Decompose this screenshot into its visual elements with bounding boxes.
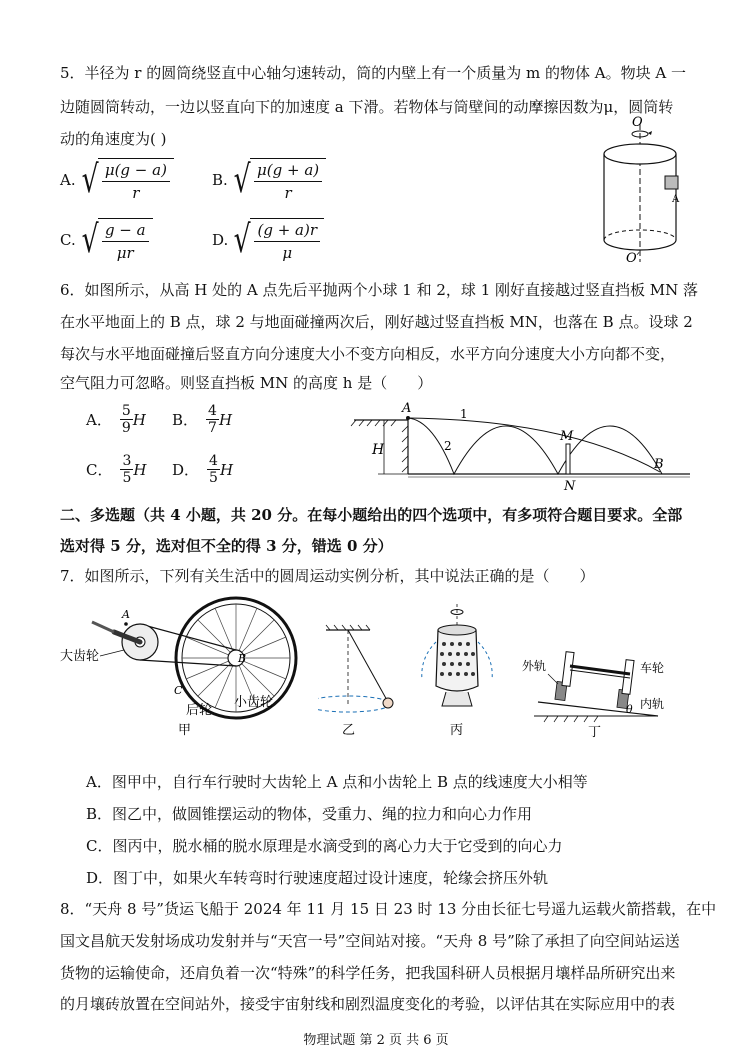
q6-option-d: D． 4 5 H (172, 453, 234, 486)
fig-label-a: A (402, 401, 412, 416)
fig-label-m: M (560, 429, 574, 444)
q5-option-b (212, 158, 326, 202)
q7-figure-jia (58, 596, 318, 738)
q7-option-c: C．图丙中，脱水桶的脱水原理是水滴受到的离心力大于它受到的向心力 (86, 837, 563, 855)
fig-caption-yi: 乙 (342, 723, 356, 738)
q5-option-c-numerator: g − a (102, 221, 149, 242)
q8-stem-line4: 的月壤砖放置在空间站外，接受宇宙射线和剧烈温度变化的考验，以评估其在实际应用中的表 (60, 995, 676, 1013)
q6-option-b-label: B． (172, 411, 199, 429)
q7-option-a: A．图甲中，自行车行驶时大齿轮上 A 点和小齿轮上 B 点的线速度大小相等 (86, 773, 588, 791)
q5-option-d-label: D. (212, 231, 229, 249)
fig-label-c: C (174, 684, 183, 697)
water-spray-left (422, 642, 436, 680)
q6-option-c-label: C． (86, 461, 113, 479)
dryer-base (442, 692, 472, 706)
block-a (665, 176, 678, 189)
fig-label-a: A (122, 608, 130, 621)
q6-stem-line4: 空气阻力可忽略。则竖直挡板 MN 的高度 h 是（ ） (60, 374, 433, 392)
q5-option-b-numerator: μ(g + a) (254, 161, 322, 182)
q5-option-a (60, 158, 174, 202)
q7-option-d: D．图丁中，如果火车转弯时行驶速度超过设计速度，轮缘会挤压外轨 (86, 869, 549, 887)
q6-projectile-figure (348, 398, 693, 490)
q6-option-d-fraction: 4 5 (209, 453, 218, 486)
q5-option-a-expr (78, 158, 174, 202)
q5-option-b-expr (230, 158, 326, 202)
q6-option-c-fraction: 3 5 (122, 453, 132, 486)
q6-stem-line1: 6．如图所示，从高 H 处的 A 点先后平抛两个小球 1 和 2，球 1 刚好直接越过竖直挡板 MN 落 (60, 281, 699, 299)
sqrt-icon: √ (233, 217, 251, 261)
wheel-left (562, 652, 574, 687)
q6-option-d-label: D． (172, 461, 200, 479)
cylinder-top (604, 144, 676, 164)
q5-option-d-denominator: μ (282, 244, 293, 262)
barrier-mn (566, 444, 570, 474)
sqrt-icon: √ (233, 157, 251, 201)
fig-label-big-gear: 大齿轮 (60, 649, 100, 664)
q5-option-a-label: A. (60, 171, 76, 189)
sqrt-icon: √ (81, 217, 99, 261)
fig-label-2: 2 (444, 439, 452, 453)
q6-option-a-fraction: 5 9 (121, 403, 131, 436)
q7-stem: 7．如图所示，下列有关生活中的圆周运动实例分析，其中说法正确的是（ ） (60, 567, 595, 585)
fig-label-o: O (632, 115, 643, 130)
q6-option-a: A． 5 9 H (86, 403, 146, 436)
fig-label-b: B (238, 652, 247, 665)
q7-figure-yi (318, 620, 408, 738)
sqrt-icon: √ (81, 157, 99, 201)
q6-option-b-fraction: 4 7 (208, 403, 217, 436)
q5-option-d-expr (230, 218, 324, 262)
q5-option-c-expr (78, 218, 153, 262)
q5-stem-line2: 边随圆筒转动，一边以竖直向下的加速度 a 下滑。若物体与筒壁间的动摩擦因数为μ，圆筒转 (60, 98, 674, 116)
fig-label-o-prime: O′ (626, 251, 640, 266)
dryer-drum (436, 626, 478, 691)
circular-path (318, 696, 390, 712)
fig-label-b: B (654, 457, 664, 472)
q5-option-d-numerator: (g + a)r (254, 221, 320, 242)
page-footer: 物理试题 第 2 页 共 6 页 (303, 1033, 449, 1048)
q6-option-a-label: A． (86, 411, 112, 429)
fig-label-block-a: A (672, 194, 680, 205)
q5-option-b-label: B. (212, 171, 228, 189)
q8-stem-line1: 8．“天舟 8 号”货运飞船于 2024 年 11 月 15 日 23 时 13 分由长征七号遥九运载火箭搭载，在中 (60, 900, 717, 918)
fig-caption-jia: 甲 (178, 723, 192, 738)
q8-stem-line3: 货物的运输使命，还肩负着一次“特殊”的科学任务，把我国科研人员根据月壤样品所研究出来 (60, 964, 676, 982)
q5-option-c (60, 218, 153, 262)
pendulum-string (348, 630, 388, 702)
q7-figure-ding (518, 618, 678, 738)
q5-cylinder-figure (590, 112, 700, 267)
q6-stem-line2: 在水平地面上的 B 点，球 2 与地面碰撞两次后，刚好越过竖直挡板 MN，也落在 B 点。设球 2 (60, 313, 693, 331)
fig-caption-ding: 丁 (588, 725, 602, 738)
axle (570, 666, 630, 674)
q5-option-a-denominator: r (132, 184, 140, 202)
q5-option-d (212, 218, 324, 262)
fig-label-outer-rail: 外轨 (522, 659, 547, 673)
fig-label-n: N (564, 479, 576, 490)
fig-label-back-wheel: 后轮 (186, 703, 213, 718)
fig-label-theta: θ (626, 703, 633, 716)
section2-heading-line2: 选对得 5 分，选对但不全的得 3 分，错选 0 分） (60, 537, 393, 555)
fig-label-small-gear: 小齿轮 (234, 695, 274, 710)
q7-figure-bing (412, 602, 502, 738)
q6-stem-line3: 每次与水平地面碰撞后竖直方向分速度大小不变方向相反，水平方向分速度大小方向都不变， (60, 345, 676, 363)
water-spray-right (478, 642, 492, 680)
q7-option-b: B．图乙中，做圆锥摆运动的物体，受重力、绳的拉力和向心力作用 (86, 805, 533, 823)
section2-heading-line1: 二、多选题（共 4 小题，共 20 分。在每小题给出的四个选项中，有多项符合题目要求。全部 (60, 506, 683, 524)
fig-label-h: H (372, 442, 385, 458)
fig-caption-bing: 丙 (450, 723, 464, 738)
q6-option-b: B． 4 7 H (172, 403, 233, 436)
fig-label-inner-rail: 内轨 (640, 697, 665, 711)
fig-label-wheel: 车轮 (640, 661, 665, 675)
q5-stem-line3: 动的角速度为( ) (60, 130, 167, 148)
pendulum-bob (383, 698, 393, 708)
q6-option-c: C． 3 5 H (86, 453, 147, 486)
hatch-marks (351, 420, 396, 426)
fig-label-1: 1 (460, 407, 468, 421)
q8-stem-line2: 国文昌航天发射场成功发射并与“天宫一号”空间站对接。“天舟 8 号”除了承担了向空间站运送 (60, 932, 680, 950)
q5-option-c-denominator: μr (116, 244, 134, 262)
q5-stem-line1: 5．半径为 r 的圆筒绕竖直中心轴匀速转动，筒的内壁上有一个质量为 m 的物体 A。物块 A 一 (60, 64, 686, 82)
q5-option-c-label: C. (60, 231, 76, 249)
q5-option-b-denominator: r (284, 184, 292, 202)
q5-option-a-numerator: μ(g − a) (102, 161, 170, 182)
